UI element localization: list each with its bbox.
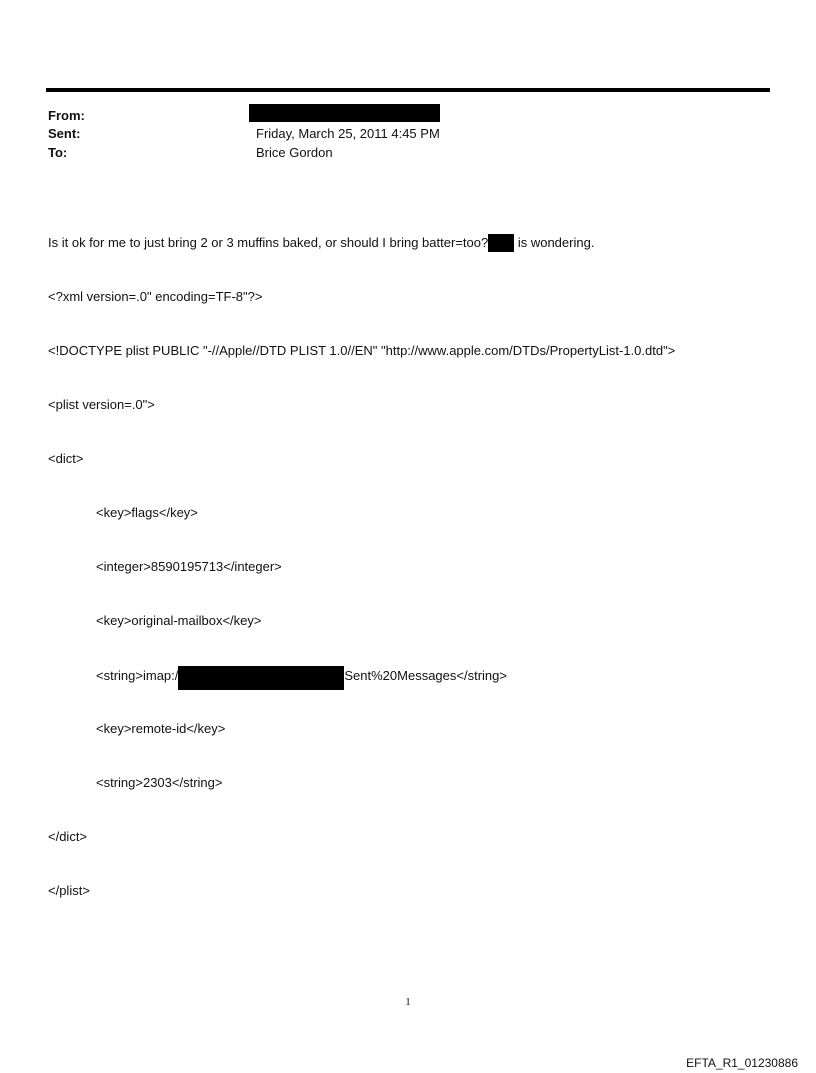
from-label: From: [48,108,85,123]
body-line: <string>2303</string> [96,775,223,790]
email-body [48,198,675,918]
to-label: To: [48,145,68,160]
body-line: <plist version=.0"> [48,397,155,412]
body-line: </plist> [48,883,90,898]
page-number: 1 [405,996,411,1008]
body-line: <key>original-mailbox</key> [96,613,262,628]
to-value: Brice Gordon [256,145,333,160]
name-redaction [488,234,514,252]
body-text-segment: is wondering. [517,235,595,250]
sent-value: Friday, March 25, 2011 4:45 PM [256,126,440,141]
body-line [48,234,675,252]
body-text-segment: Sent%20Messages</string> [344,668,507,683]
body-line [48,666,675,684]
header-rule [46,88,770,92]
body-text-segment: Is it ok for me to just bring 2 or 3 muffins baked, or should I bring batter=too? [48,235,489,250]
body-line: </dict> [48,829,88,844]
sent-label: Sent: [48,126,81,141]
body-line: <?xml version=.0" encoding=TF-8"?> [48,289,263,304]
body-text-segment: <string>imap:/ [96,668,179,683]
from-value-redaction [249,104,440,122]
bates-stamp: EFTA_R1_01230886 [686,1056,798,1070]
body-line: <dict> [48,451,84,466]
mailbox-redaction [178,666,344,690]
body-line: <integer>8590195713</integer> [96,559,282,574]
body-line: <!DOCTYPE plist PUBLIC "-//Apple//DTD PLIST 1.0//EN" "http://www.apple.com/DTDs/PropertyList-1.0.dtd"> [48,343,676,358]
body-line: <key>remote-id</key> [96,721,226,736]
body-line: <key>flags</key> [96,505,198,520]
